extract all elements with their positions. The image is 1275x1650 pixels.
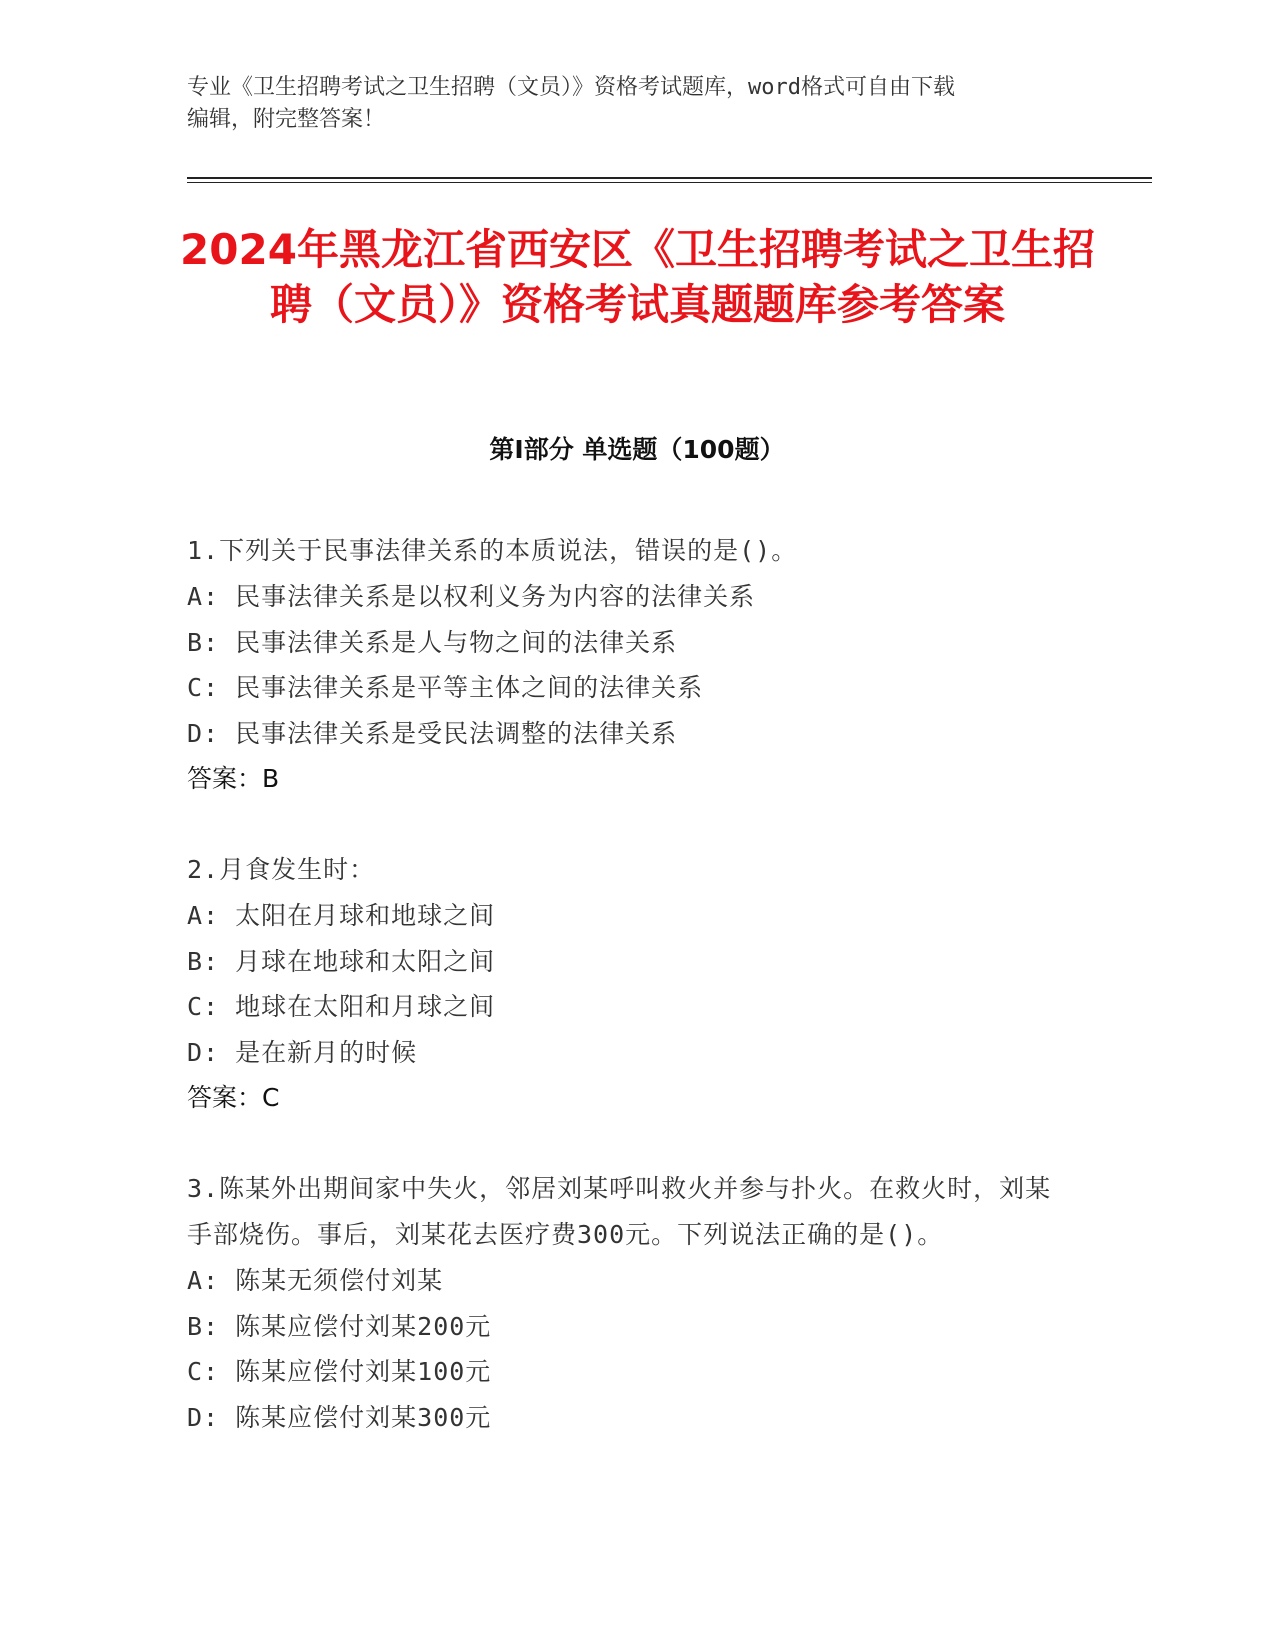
question-stem: 1.下列关于民事法律关系的本质说法，错误的是()。 (187, 536, 798, 565)
answer: 答案：B (187, 764, 280, 793)
question-list (187, 528, 1057, 1485)
header-note-line-2: 编辑，附完整答案！ (187, 107, 386, 132)
answer: 答案：C (187, 1083, 280, 1112)
option-d: D: 是在新月的时候 (187, 1037, 418, 1067)
option-d: D: 民事法律关系是受民法调整的法律关系 (187, 718, 678, 748)
option-a: A: 太阳在月球和地球之间 (187, 901, 496, 930)
option-b: B: 陈某应偿付刘某200元 (187, 1311, 492, 1341)
question-stem: 2.月食发生时： (187, 855, 376, 884)
header-note (187, 72, 1087, 136)
header-divider-thick (187, 177, 1152, 179)
option-c: C: 陈某应偿付刘某100元 (187, 1357, 492, 1386)
option-b: B: 民事法律关系是人与物之间的法律关系 (187, 627, 678, 657)
question-3 (187, 1166, 1057, 1440)
question-2 (187, 847, 1057, 1121)
question-1 (187, 528, 1057, 802)
option-c: C: 地球在太阳和月球之间 (187, 992, 496, 1021)
option-a: A: 陈某无须偿付刘某 (187, 1266, 444, 1295)
section-heading: 第Ⅰ部分 单选题（100题） (489, 435, 785, 464)
header-note-line-1: 专业《卫生招聘考试之卫生招聘（文员）》资格考试题库，word格式可自由下载 (187, 75, 955, 100)
document-title: 2024年黑龙江省西安区《卫生招聘考试之卫生招聘（文员）》资格考试真题题库参考答案 (180, 225, 1095, 329)
option-b: B: 月球在地球和太阳之间 (187, 946, 496, 976)
option-a: A: 民事法律关系是以权利义务为内容的法律关系 (187, 582, 756, 611)
header-divider-thin (187, 182, 1152, 183)
option-c: C: 民事法律关系是平等主体之间的法律关系 (187, 673, 704, 702)
question-stem: 3.陈某外出期间家中失火，邻居刘某呼叫救火并参与扑火。在救火时，刘某手部烧伤。事后，刘某花去医疗费300元。下列说法正确的是()。 (187, 1174, 1052, 1249)
option-d: D: 陈某应偿付刘某300元 (187, 1402, 492, 1432)
